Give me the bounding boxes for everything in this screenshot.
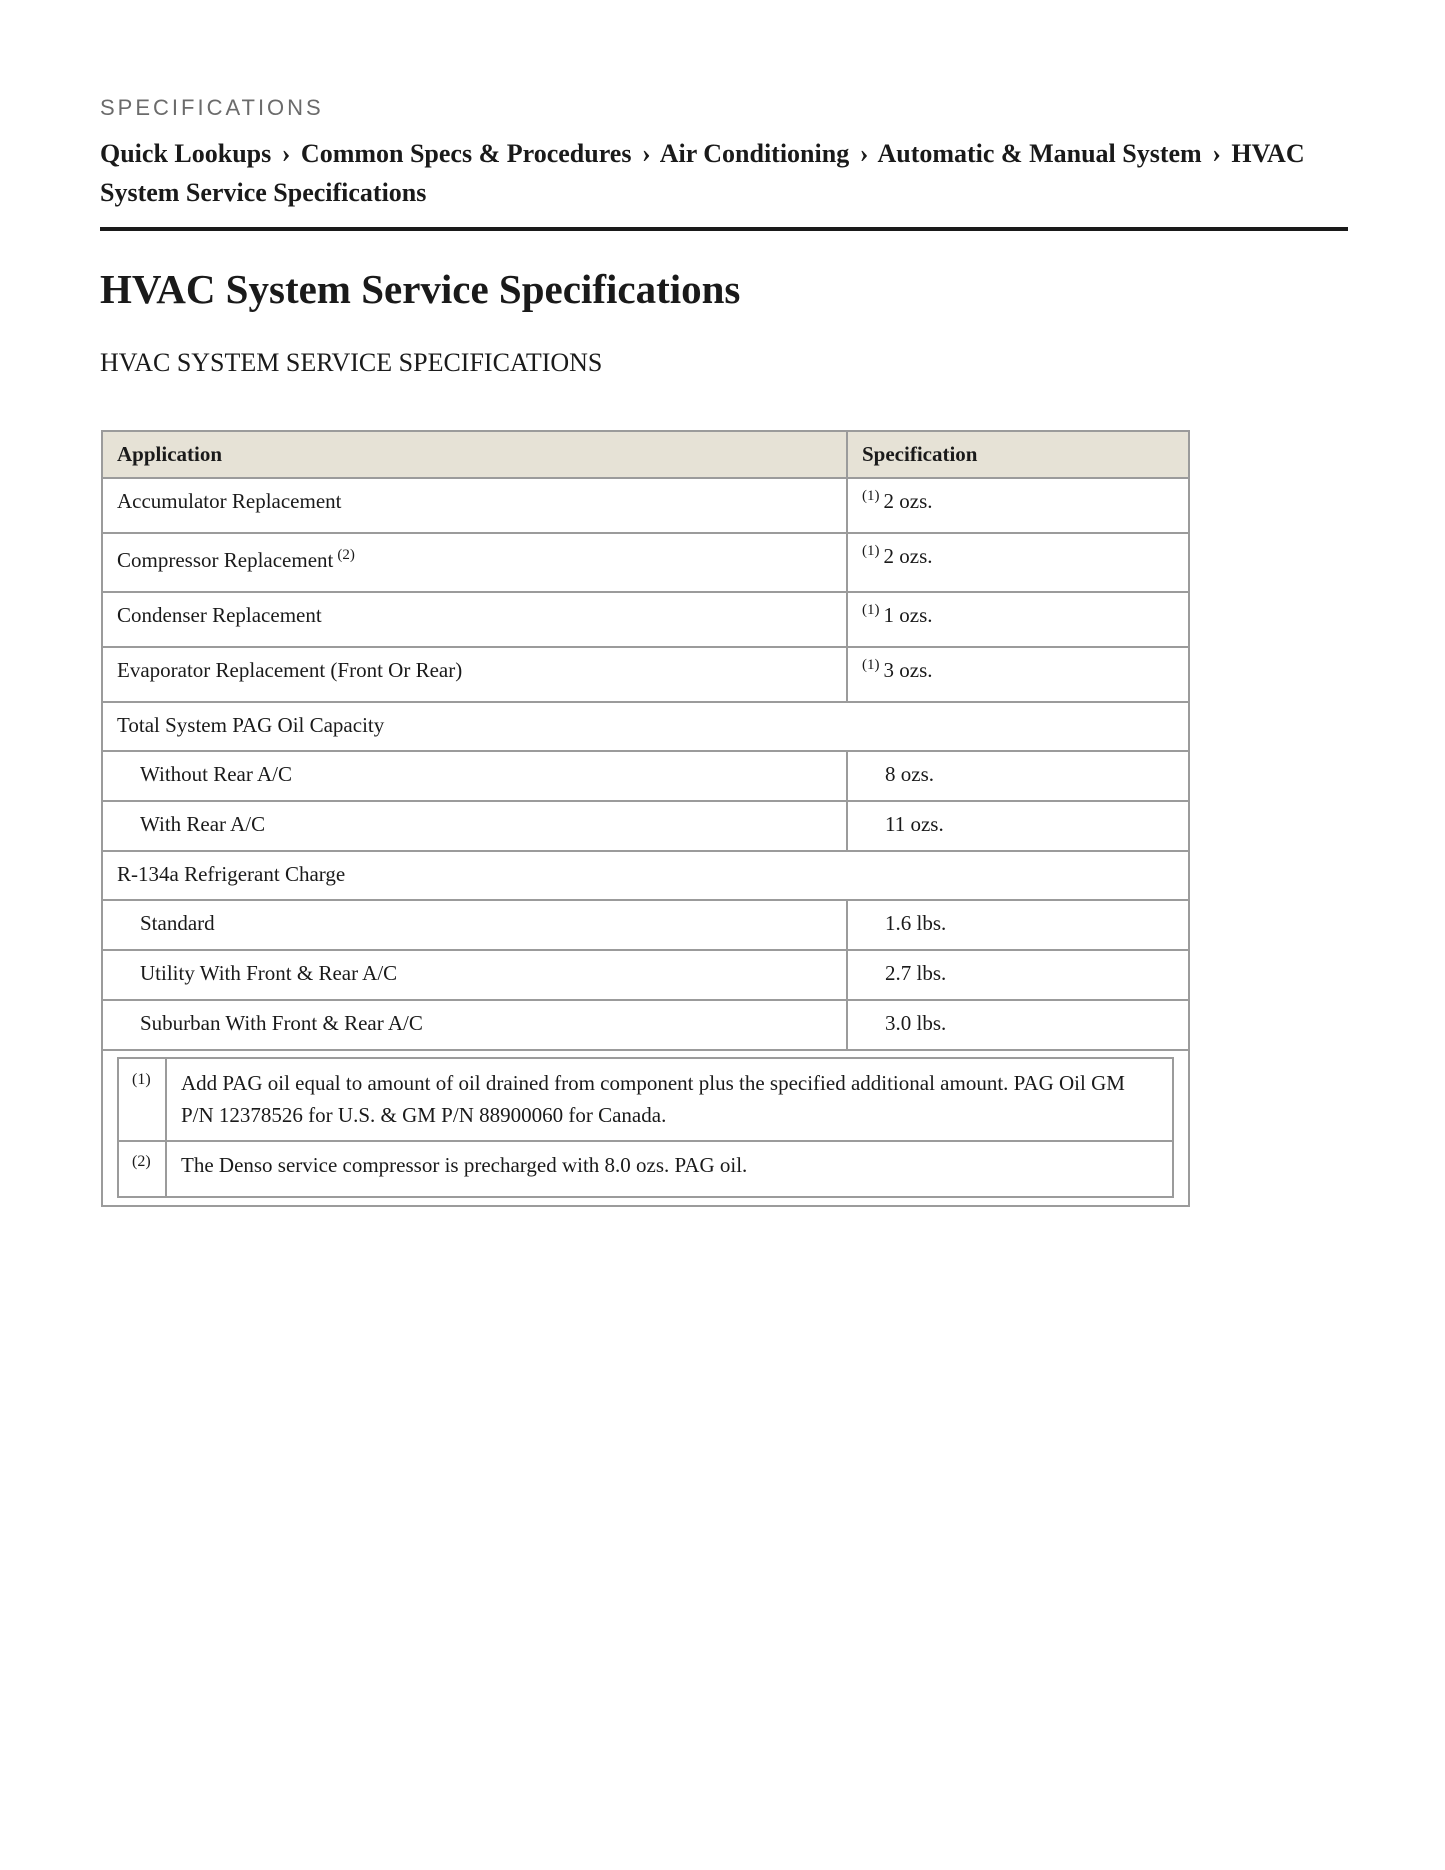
breadcrumb-item-quick-lookups[interactable]: Quick Lookups [100,139,272,168]
breadcrumb [100,134,1350,212]
table-group-row [102,851,1189,900]
table-row [102,1000,1189,1050]
footnote-reference: (1) [862,488,880,504]
footnote-row [118,1141,1173,1197]
application-text: Compressor Replacement [117,548,334,572]
spec-value: 11 ozs. [885,812,944,836]
application-cell [102,801,847,851]
table-row [102,592,1189,647]
spec-value: 1.6 lbs. [885,911,947,935]
footnote-reference: (2) [337,547,355,563]
specification-cell [847,801,1189,851]
footnote-reference: (1) [862,657,880,673]
footnote-reference: (1) [862,543,880,559]
spec-value: 2 ozs. [883,544,933,568]
table-row [102,900,1189,950]
application-text: Utility With Front & Rear A/C [140,961,398,985]
specification-cell [847,478,1189,533]
application-text: Suburban With Front & Rear A/C [140,1011,423,1035]
specification-cell [847,751,1189,801]
breadcrumb-separator: › [281,139,291,168]
application-cell [102,647,847,702]
table-header-row [102,431,1189,478]
application-text: With Rear A/C [140,812,266,836]
column-header-application: Application [102,431,847,478]
spec-table [101,430,1190,1207]
application-cell [102,751,847,801]
footnotes-table [117,1057,1174,1198]
spec-value: 3 ozs. [883,658,933,682]
breadcrumb-item-air-conditioning[interactable]: Air Conditioning [659,139,850,168]
section-label: SPECIFICATIONS [100,95,324,120]
breadcrumb-item-automatic-manual-system[interactable]: Automatic & Manual System [877,139,1202,168]
table-group-row [102,702,1189,751]
application-cell [102,900,847,950]
footnote-mark: (1) [118,1058,166,1141]
specification-cell [847,900,1189,950]
footnote-reference: (1) [862,602,880,618]
footnotes-row [102,1050,1189,1206]
spec-value: 1 ozs. [883,603,933,627]
spec-value: 2.7 lbs. [885,961,947,985]
specification-cell [847,647,1189,702]
specification-cell [847,592,1189,647]
group-label-cell [102,702,1189,751]
footnotes-cell [102,1050,1189,1206]
section-subtitle: HVAC SYSTEM SERVICE SPECIFICATIONS [100,348,603,377]
specification-cell [847,533,1189,592]
footnote-text: The Denso service compressor is precharged with 8.0 ozs. PAG oil. [166,1141,1173,1197]
specification-cell [847,950,1189,1000]
spec-value: 8 ozs. [885,762,934,786]
table-row [102,647,1189,702]
table-row [102,478,1189,533]
application-cell [102,1000,847,1050]
specification-cell [847,1000,1189,1050]
table-row [102,751,1189,801]
table-row [102,950,1189,1000]
footnote-row [118,1058,1173,1141]
group-label: R-134a Refrigerant Charge [117,862,346,886]
footnote-mark: (2) [118,1141,166,1197]
application-cell [102,592,847,647]
application-cell [102,478,847,533]
spec-value: 2 ozs. [883,489,933,513]
application-text: Without Rear A/C [140,762,292,786]
application-text: Accumulator Replacement [117,489,342,513]
breadcrumb-separator: › [1212,139,1221,168]
breadcrumb-item-current-page: HVAC System Service Specifications [100,139,1305,207]
application-text: Standard [140,911,215,935]
application-text: Condenser Replacement [117,603,322,627]
column-header-specification: Specification [847,431,1189,478]
table-row [102,533,1189,592]
breadcrumb-separator: › [859,139,869,168]
group-label-cell [102,851,1189,900]
header-divider [100,227,1348,231]
group-label: Total System PAG Oil Capacity [117,713,385,737]
application-text: Evaporator Replacement (Front Or Rear) [117,658,463,682]
breadcrumb-item-common-specs[interactable]: Common Specs & Procedures [300,139,632,168]
spec-value: 3.0 lbs. [885,1011,947,1035]
application-cell [102,950,847,1000]
footnote-text: Add PAG oil equal to amount of oil drained from component plus the specified additional amount. PAG Oil GM P/N 12378526 for U.S. & GM P/N 88900060 for Canada. [166,1058,1173,1141]
page-title: HVAC System Service Specifications [100,266,741,312]
breadcrumb-separator: › [641,139,651,168]
application-cell [102,533,847,592]
table-row [102,801,1189,851]
